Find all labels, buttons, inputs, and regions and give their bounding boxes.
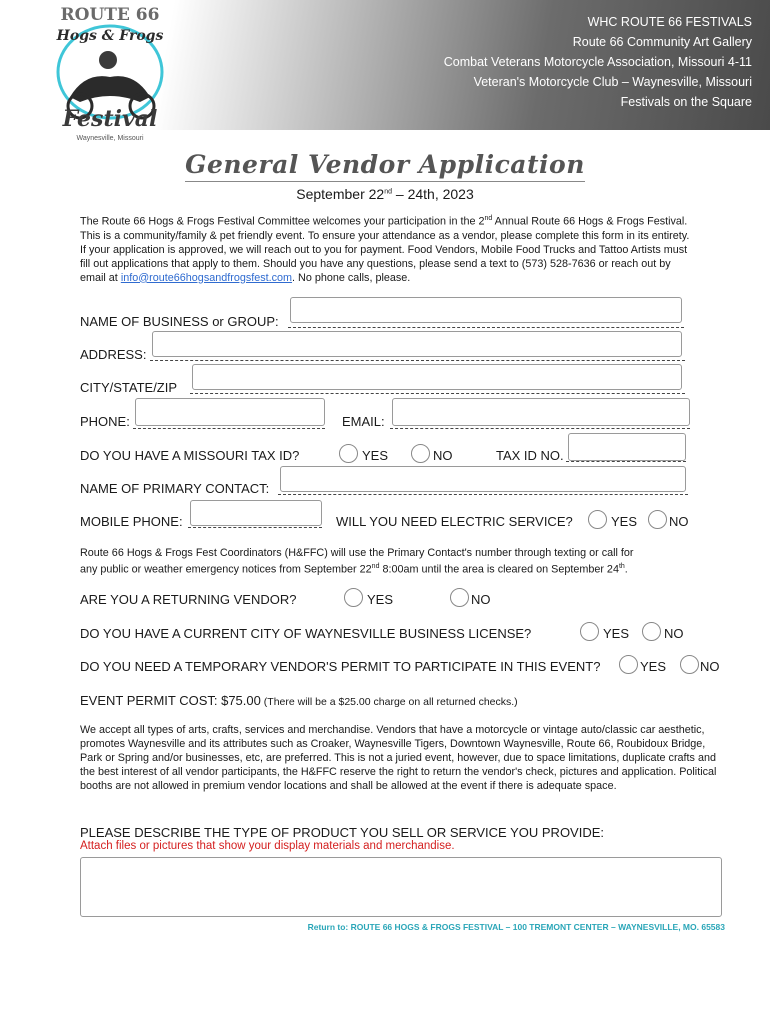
- business-name-label: NAME OF BUSINESS or GROUP:: [80, 314, 279, 329]
- address-label: ADDRESS:: [80, 347, 147, 362]
- page-title: General Vendor Application: [0, 150, 770, 179]
- city-state-zip-label: CITY/STATE/ZIP: [80, 380, 178, 395]
- logo-line2: Hogs & Frogs: [56, 28, 164, 44]
- tax-id-underline: [566, 461, 686, 462]
- product-description-field[interactable]: [80, 857, 722, 917]
- returning-vendor-question: ARE YOU A RETURNING VENDOR?: [80, 592, 297, 607]
- email-underline: [390, 428, 690, 429]
- city-state-zip-underline: [190, 393, 685, 394]
- license-no-radio[interactable]: [642, 622, 661, 641]
- returning-yes-radio[interactable]: [344, 588, 363, 607]
- address-underline: [150, 360, 685, 361]
- org-line: Veteran's Motorcycle Club – Waynesville, Missouri: [473, 75, 752, 89]
- electric-no-radio[interactable]: [648, 510, 667, 529]
- tax-id-yes-label: YES: [362, 448, 389, 463]
- logo-line1: ROUTE 66: [60, 5, 160, 25]
- permit-yes-radio[interactable]: [619, 655, 638, 674]
- tax-id-no-radio[interactable]: [411, 444, 430, 463]
- tax-id-number-field[interactable]: [568, 433, 686, 461]
- logo-line3: Festival: [62, 106, 158, 132]
- coordinator-note-line2: any public or weather emergency notices from September 22nd 8:00am until the area is cleared on September 24th.: [80, 563, 628, 576]
- license-no-label: NO: [664, 626, 684, 641]
- email-field[interactable]: [392, 398, 690, 426]
- address-field[interactable]: [152, 331, 682, 357]
- tax-id-question: DO YOU HAVE A MISSOURI TAX ID?: [80, 448, 300, 463]
- primary-contact-field[interactable]: [280, 466, 686, 492]
- org-line: WHC ROUTE 66 FESTIVALS: [587, 15, 752, 29]
- logo-line4: Waynesville, Missouri: [76, 135, 144, 142]
- returning-yes-label: YES: [367, 592, 394, 607]
- vendor-policy-paragraph: We accept all types of arts, crafts, services and merchandise. Vendors that have a motorcycle or vintage auto/classic car aesthetic, promotes Waynesville and its attributes such as Croaker, Waynesville Tigers, Downtown Waynesville, Route 66, Roubidoux Bridge, Park or Spring and/or businesses, etc, are preferred. This is not a juried event, however, due to space limitations, duplicate crafts and the best interest of all vendor participants, the H&FFC reserve the right to return the vendor's check, pictures and application. Political booths are not allowed in premium vendor locations and shall be allowed at the event if there is adequate space.: [80, 724, 717, 792]
- electric-yes-label: YES: [611, 514, 638, 529]
- phone-field[interactable]: [135, 398, 325, 426]
- org-line: Festivals on the Square: [620, 95, 752, 109]
- business-name-underline: [288, 327, 684, 328]
- attach-files-note: Attach files or pictures that show your display materials and merchandise.: [80, 840, 455, 852]
- mobile-phone-field[interactable]: [190, 500, 322, 526]
- email-label: EMAIL:: [342, 414, 385, 429]
- describe-product-label: PLEASE DESCRIBE THE TYPE OF PRODUCT YOU SELL OR SERVICE YOU PROVIDE:: [80, 825, 605, 840]
- electric-question: WILL YOU NEED ELECTRIC SERVICE?: [336, 514, 573, 529]
- permit-no-radio[interactable]: [680, 655, 699, 674]
- tax-id-no-label: NO: [433, 448, 453, 463]
- org-line: Route 66 Community Art Gallery: [572, 35, 752, 49]
- phone-label: PHONE:: [80, 414, 130, 429]
- permit-no-label: NO: [700, 659, 720, 674]
- electric-yes-radio[interactable]: [588, 510, 607, 529]
- mobile-phone-label: MOBILE PHONE:: [80, 514, 183, 529]
- event-dates: September 22nd – 24th, 2023: [296, 186, 474, 202]
- festival-logo: [40, 2, 180, 144]
- tax-id-number-label: TAX ID NO.: [496, 448, 564, 463]
- contact-email-link[interactable]: info@route66hogsandfrogsfest.com: [120, 271, 293, 284]
- coordinator-note-line1: Route 66 Hogs & Frogs Fest Coordinators (H&FFC) will use the Primary Contact's number through texting or call for: [80, 547, 634, 559]
- organization-lines: [332, 12, 752, 112]
- org-line: Combat Veterans Motorcycle Association, Missouri 4-11: [443, 55, 752, 69]
- business-name-field[interactable]: [290, 297, 682, 323]
- permit-cost: EVENT PERMIT COST: $75.00 (There will be a $25.00 charge on all returned checks.): [80, 693, 518, 708]
- primary-contact-label: NAME OF PRIMARY CONTACT:: [80, 481, 270, 496]
- electric-no-label: NO: [669, 514, 689, 529]
- permit-yes-label: YES: [640, 659, 667, 674]
- business-license-question: DO YOU HAVE A CURRENT CITY OF WAYNESVILLE BUSINESS LICENSE?: [80, 626, 532, 641]
- temporary-permit-question: DO YOU NEED A TEMPORARY VENDOR'S PERMIT TO PARTICIPATE IN THIS EVENT?: [80, 659, 601, 674]
- city-state-zip-field[interactable]: [192, 364, 682, 390]
- license-yes-label: YES: [603, 626, 630, 641]
- primary-contact-underline: [278, 494, 688, 495]
- mobile-phone-underline: [188, 527, 322, 528]
- returning-no-label: NO: [471, 592, 491, 607]
- returning-no-radio[interactable]: [450, 588, 469, 607]
- tax-id-yes-radio[interactable]: [339, 444, 358, 463]
- intro-paragraph: The Route 66 Hogs & Frogs Festival Committee welcomes your participation in the 2nd Annual Route 66 Hogs & Frogs Festival. This is a community/family & pet friendly event. To ensure your attendance as a vendor, please complete this form in its entirety. If your application is approved, we will reach out to you for payment. Food Vendors, Mobile Food Trucks and Tattoo Artists must fill out applications that apply to them. Should you have any questions, please send a text to (573) 528-7636 or reach out by email at info@route66hogsandfrogsfest.com. No phone calls, please.: [80, 215, 690, 284]
- return-address-footer: Return to: ROUTE 66 HOGS & FROGS FESTIVAL – 100 TREMONT CENTER – WAYNESVILLE, MO. 65583: [307, 922, 725, 932]
- license-yes-radio[interactable]: [580, 622, 599, 641]
- phone-underline: [133, 428, 325, 429]
